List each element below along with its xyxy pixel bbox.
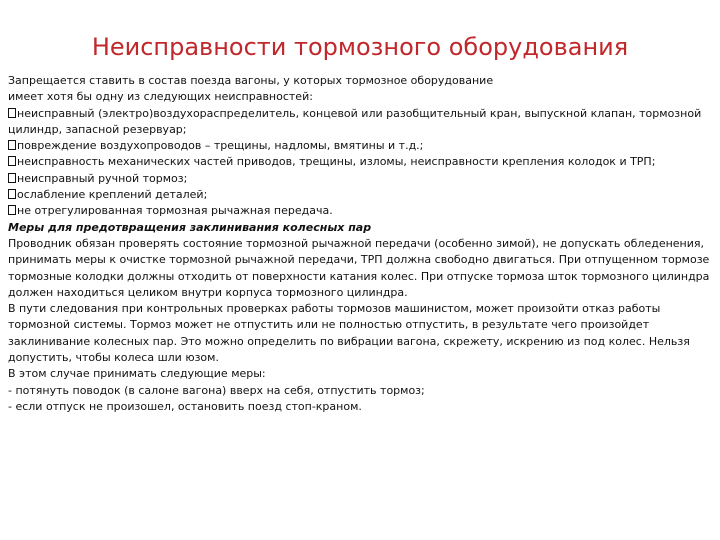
fault-text: не отрегулированная тормозная рычажная передача.: [17, 204, 333, 218]
body-line: допустить, чтобы колеса шли юзом.: [8, 351, 219, 365]
body-line: тормозные колодки должны отходить от поверхности катания колес. При отпуске тормоза шток тормозного цилиндра: [8, 269, 710, 283]
body-line: должен находиться целиком внутри корпуса тормозного цилиндра.: [8, 285, 408, 299]
slide-body: [8, 73, 720, 415]
body-line: В этом случае принимать следующие меры:: [8, 367, 266, 381]
body-line: принимать меры к очистке тормозной рычажной передачи, ТРП должна свободно двигаться. При отпущенном тормозе: [8, 253, 710, 267]
checkbox-bullet-icon: [8, 108, 16, 118]
prevention-heading: Меры для предотвращения заклинивания колесных пар: [8, 220, 372, 234]
fault-list-item: [8, 171, 720, 187]
body-line: тормозной системы. Тормоз может не отпустить или не полностью отпустить, в результате чего произойдет: [8, 318, 650, 332]
checkbox-bullet-icon: [8, 140, 16, 150]
intro-line: имеет хотя бы одну из следующих неисправностей:: [8, 90, 313, 104]
checkbox-bullet-icon: [8, 189, 16, 199]
checkbox-bullet-icon: [8, 156, 16, 166]
checkbox-bullet-icon: [8, 205, 16, 215]
body-line: заклинивание колесных пар. Это можно определить по вибрации вагона, скрежету, искрению из под колес. Нельзя: [8, 334, 690, 348]
fault-list-item: [8, 203, 720, 219]
fault-text: неисправный ручной тормоз;: [17, 171, 188, 185]
fault-list-item-continuation: цилиндр, запасной резервуар;: [8, 122, 187, 136]
body-line: - если отпуск не произошел, остановить поезд стоп-краном.: [8, 399, 362, 413]
fault-list-item: [8, 187, 720, 203]
body-line: В пути следования при контрольных проверках работы тормозов машинистом, может произойти отказ работы: [8, 302, 661, 316]
fault-text: неисправность механических частей приводов, трещины, изломы, неисправности крепления колодок и ТРП;: [17, 155, 656, 169]
body-line: - потянуть поводок (в салоне вагона) вверх на себя, отпустить тормоз;: [8, 383, 425, 397]
fault-list-item: [8, 106, 720, 122]
fault-text: повреждение воздухопроводов – трещины, надломы, вмятины и т.д.;: [17, 139, 424, 153]
checkbox-bullet-icon: [8, 173, 16, 183]
fault-list-item: [8, 138, 720, 154]
body-line: Проводник обязан проверять состояние тормозной рычажной передачи (особенно зимой), не допускать обледенения,: [8, 236, 705, 250]
fault-text: ослабление креплений деталей;: [17, 188, 208, 202]
fault-text: неисправный (электро)воздухораспределитель, концевой или разобщительный кран, выпускной клапан, тормозной: [17, 106, 702, 120]
slide-title: Неисправности тормозного оборудования: [91, 33, 629, 61]
fault-list-item: [8, 154, 720, 170]
intro-line: Запрещается ставить в состав поезда вагоны, у которых тормозное оборудование: [8, 74, 494, 87]
